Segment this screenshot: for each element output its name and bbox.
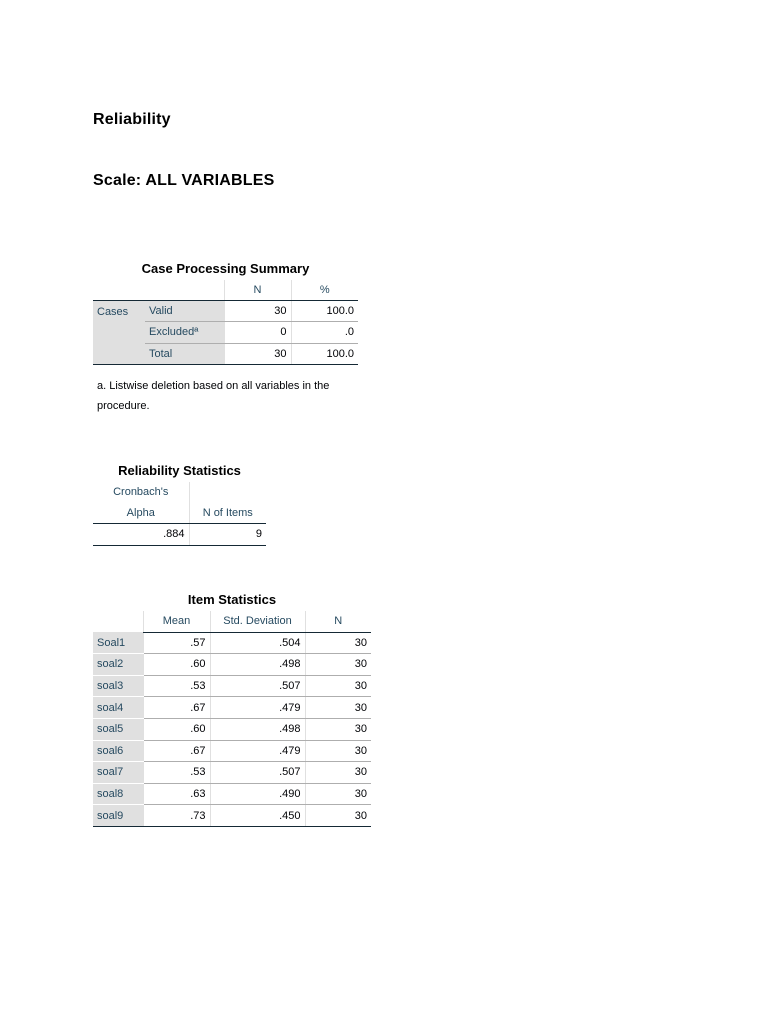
table-row <box>93 301 358 322</box>
group-label-spacer <box>93 343 145 364</box>
cell-sd: .450 <box>210 805 305 827</box>
reliability-stats-caption: Reliability Statistics <box>118 463 241 478</box>
table-row <box>93 343 358 364</box>
column-header-n-items: N of Items <box>189 503 266 524</box>
row-label: soal5 <box>93 718 143 740</box>
column-header-std-deviation: Std. Deviation <box>210 611 305 632</box>
item-stats-table <box>93 611 371 827</box>
cell-n: 30 <box>305 654 371 676</box>
case-processing-caption: Case Processing Summary <box>141 261 310 276</box>
cell-mean: .63 <box>143 783 210 805</box>
table-row <box>93 740 371 762</box>
cell-sd: .504 <box>210 632 305 654</box>
row-label: soal3 <box>93 675 143 697</box>
row-label: soal8 <box>93 783 143 805</box>
cell-n: 30 <box>224 301 291 322</box>
header-corner <box>93 611 143 632</box>
cell-mean: .67 <box>143 697 210 719</box>
cell-mean: .53 <box>143 762 210 784</box>
column-header-alpha-line2: Alpha <box>93 503 189 524</box>
cell-sd: .507 <box>210 675 305 697</box>
cell-pct: 100.0 <box>291 301 358 322</box>
table-row <box>93 718 371 740</box>
cell-n: 30 <box>224 343 291 364</box>
row-label: soal2 <box>93 654 143 676</box>
header-spacer <box>189 482 266 503</box>
column-header-mean: Mean <box>143 611 210 632</box>
cell-mean: .53 <box>143 675 210 697</box>
row-label: Soal1 <box>93 632 143 654</box>
row-label: Total <box>145 343 224 364</box>
cell-sd: .479 <box>210 697 305 719</box>
cell-n: 30 <box>305 697 371 719</box>
footnote: a. Listwise deletion based on all variables in the procedure. <box>97 380 330 412</box>
cell-n: 30 <box>305 675 371 697</box>
page-title: Reliability <box>93 111 171 128</box>
column-header-percent: % <box>291 280 358 301</box>
table-header-row <box>93 503 266 524</box>
group-label-cases: Cases <box>93 301 145 322</box>
column-header-n: N <box>224 280 291 301</box>
cell-n: 30 <box>305 632 371 654</box>
cell-n: 0 <box>224 322 291 343</box>
table-header-row <box>93 280 358 301</box>
row-label: Valid <box>145 301 224 322</box>
cell-mean: .67 <box>143 740 210 762</box>
cell-n: 30 <box>305 762 371 784</box>
cell-pct: 100.0 <box>291 343 358 364</box>
table-row <box>93 762 371 784</box>
scale-title: Scale: ALL VARIABLES <box>93 172 275 189</box>
cell-n: 30 <box>305 718 371 740</box>
cell-mean: .57 <box>143 632 210 654</box>
row-label: soal7 <box>93 762 143 784</box>
table-row <box>93 322 358 343</box>
cell-n: 30 <box>305 783 371 805</box>
cell-mean: .60 <box>143 718 210 740</box>
group-label-spacer <box>93 322 145 343</box>
row-label: soal9 <box>93 805 143 827</box>
table-row <box>93 654 371 676</box>
table-row <box>93 805 371 827</box>
cell-sd: .479 <box>210 740 305 762</box>
cell-n: 30 <box>305 740 371 762</box>
reliability-stats-table <box>93 482 266 546</box>
cell-sd: .498 <box>210 718 305 740</box>
table-row <box>93 783 371 805</box>
table-row <box>93 697 371 719</box>
cell-n: 30 <box>305 805 371 827</box>
row-label: soal4 <box>93 697 143 719</box>
cell-sd: .507 <box>210 762 305 784</box>
row-label: soal6 <box>93 740 143 762</box>
header-corner <box>93 280 145 301</box>
cell-sd: .498 <box>210 654 305 676</box>
item-stats-caption: Item Statistics <box>187 592 277 607</box>
row-label: Excludedª <box>145 322 224 343</box>
table-row <box>93 632 371 654</box>
cell-sd: .490 <box>210 783 305 805</box>
column-header-n: N <box>305 611 371 632</box>
table-header-row <box>93 611 371 632</box>
column-header-alpha-line1: Cronbach's <box>93 482 189 503</box>
table-row <box>93 675 371 697</box>
table-header-row <box>93 482 266 503</box>
case-processing-table <box>93 280 358 365</box>
cell-n-items: 9 <box>189 524 266 546</box>
cell-mean: .73 <box>143 805 210 827</box>
table-row <box>93 524 266 546</box>
cell-pct: .0 <box>291 322 358 343</box>
header-corner <box>145 280 224 301</box>
cell-mean: .60 <box>143 654 210 676</box>
cell-alpha: .884 <box>93 524 189 546</box>
